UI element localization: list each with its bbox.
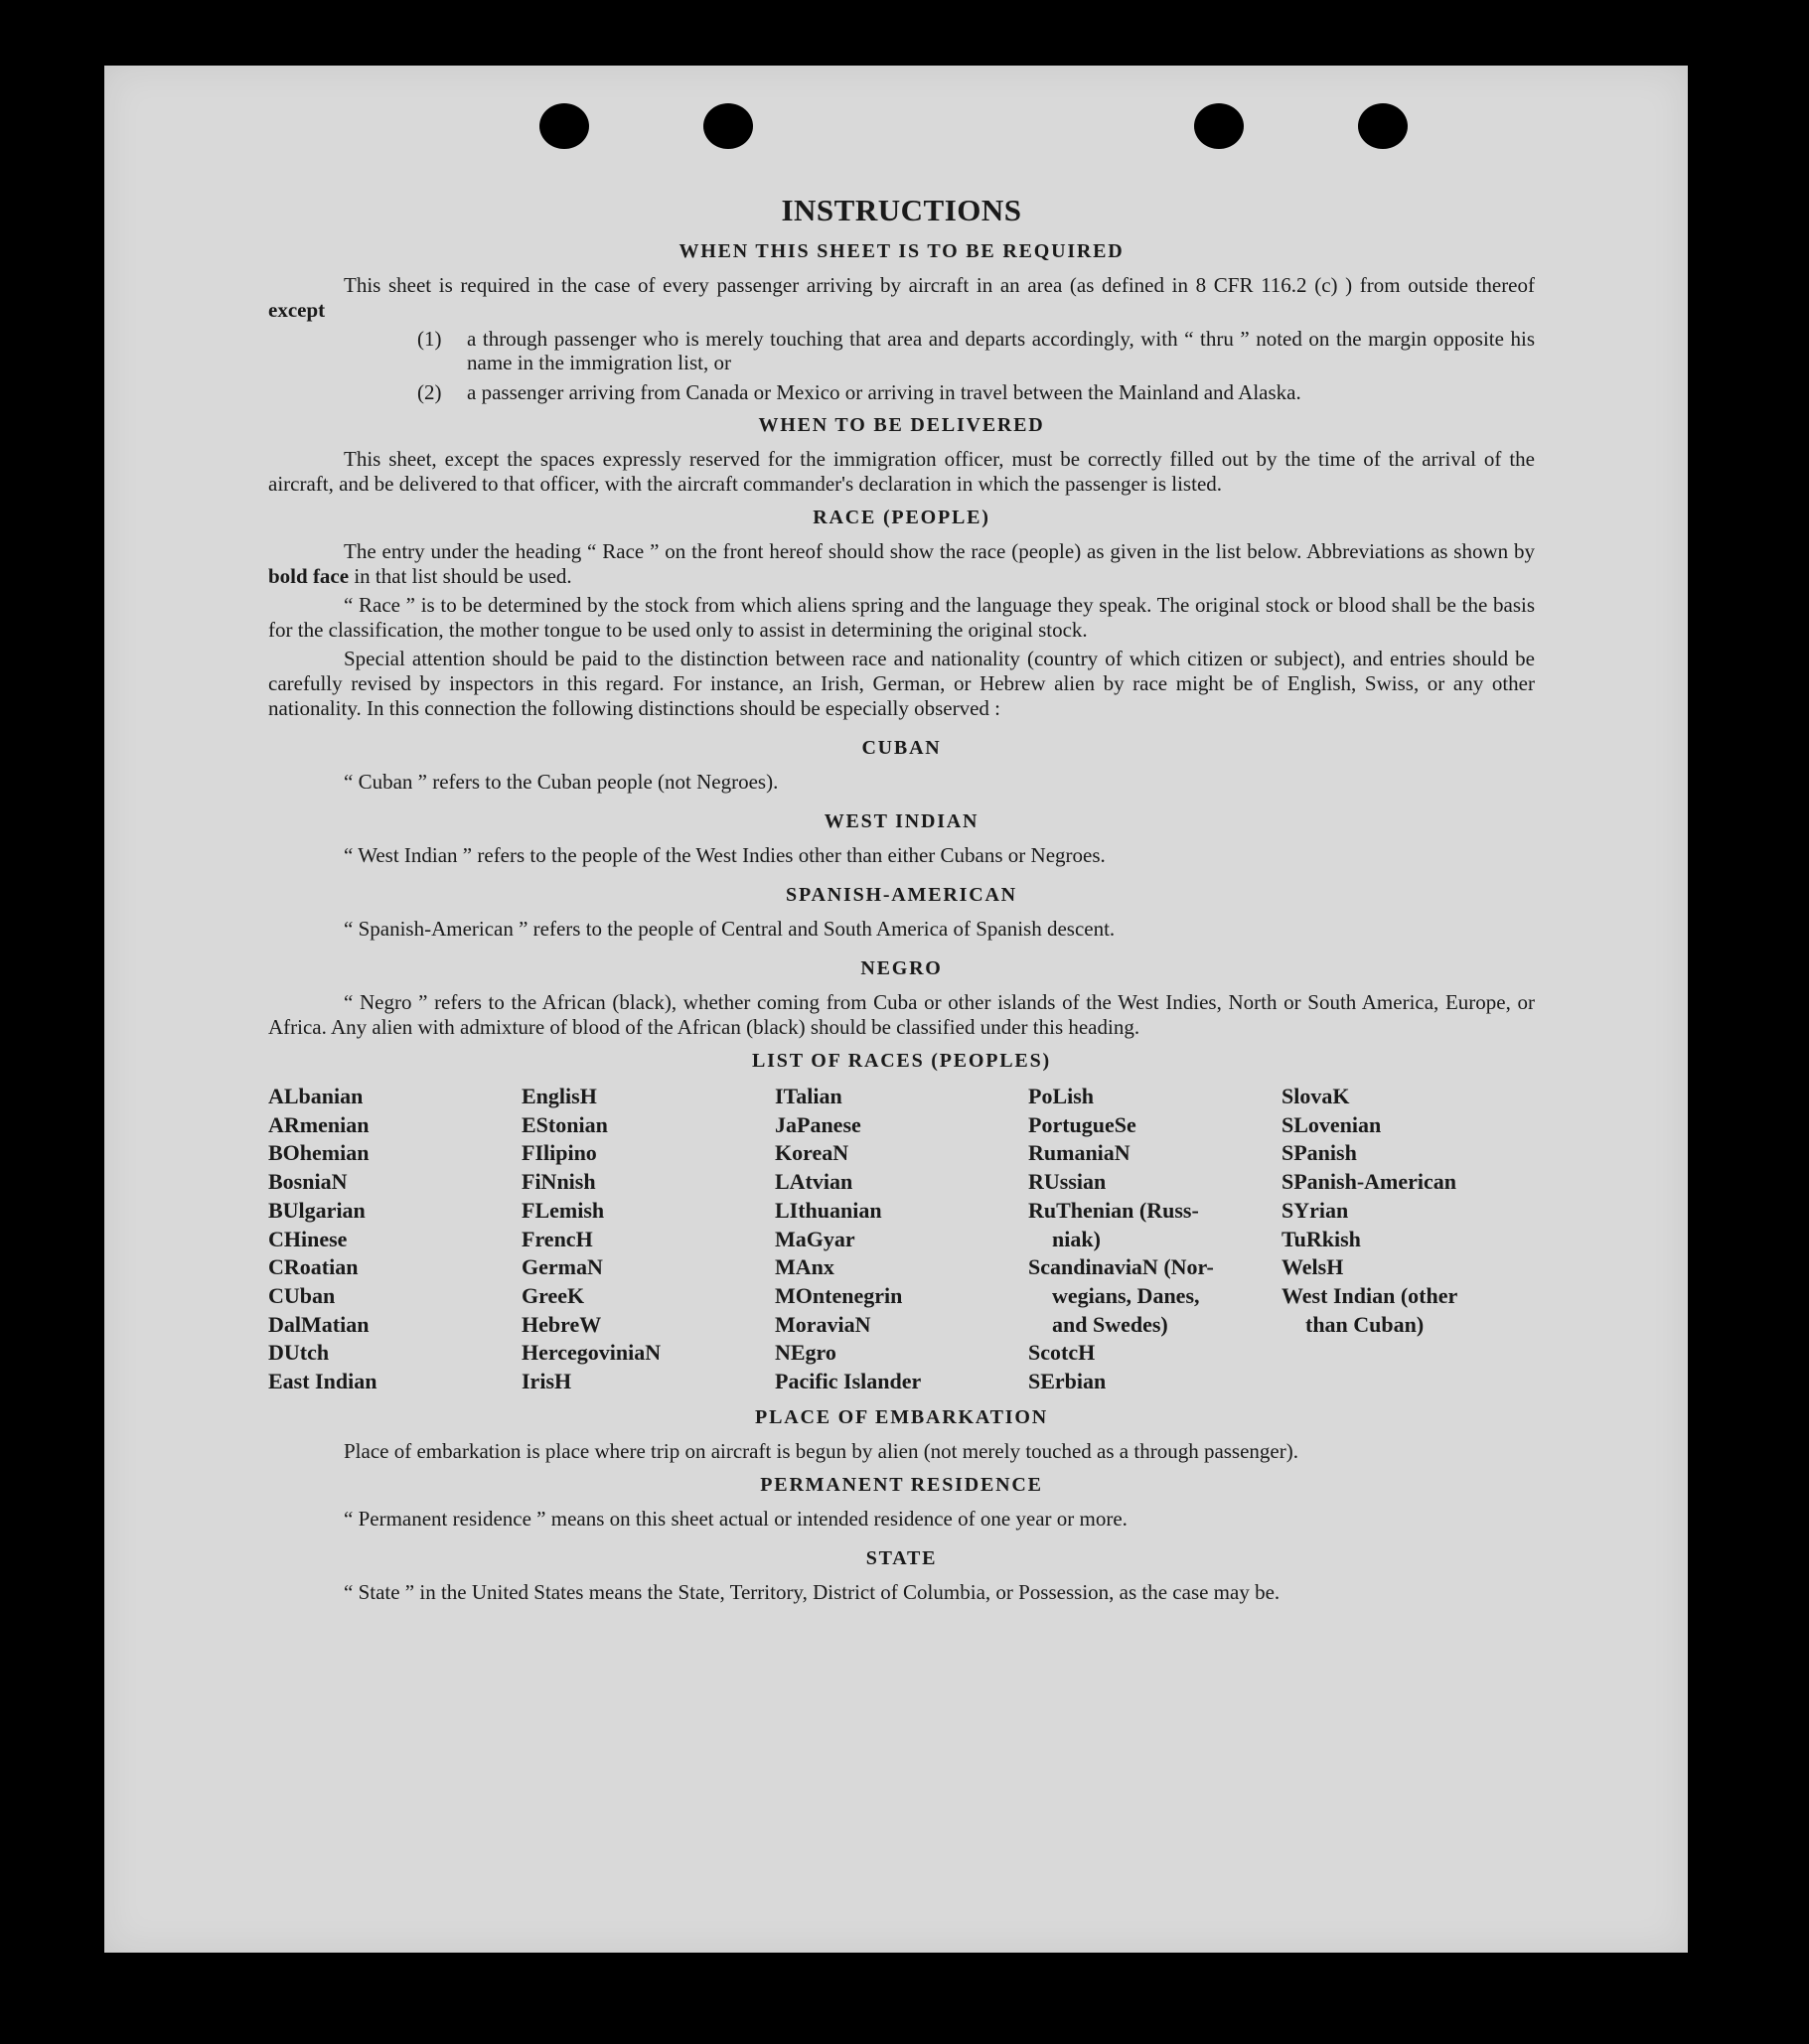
para-when-delivered: This sheet, except the spaces expressly reserved for the immigration officer, must be correctly filled out by the time of the arrival of the aircraft, and be delivered to that officer, with the aircraft commander's declaration in which the passenger is listed.: [268, 447, 1535, 496]
race-entry: ARmenian: [268, 1111, 370, 1137]
race-entry: SYrian: [1281, 1197, 1349, 1223]
race-entry: BosniaN: [268, 1169, 348, 1195]
races-column: [268, 1083, 522, 1396]
race-entry: KoreaN: [775, 1140, 849, 1166]
heading-embarkation: PLACE OF EMBARKATION: [755, 1405, 1048, 1428]
race-entry: TuRkish: [1281, 1226, 1361, 1251]
race-entry: ALbanian: [268, 1084, 364, 1108]
race-entry: IrisH: [522, 1369, 572, 1394]
race-entry: SPanish-American: [1281, 1169, 1456, 1195]
punch-hole: [539, 103, 589, 149]
race-entry: SPanish: [1281, 1140, 1357, 1166]
race-entry: Pacific Islander: [775, 1369, 922, 1394]
race-entry: PortugueSe: [1028, 1111, 1136, 1137]
heading-west-indian: WEST INDIAN: [824, 810, 980, 832]
race-entry: East Indian: [268, 1369, 377, 1394]
para-embarkation: Place of embarkation is place where trip on aircraft is begun by alien (not merely touched as a through passenger).: [344, 1438, 1298, 1463]
race-entry: DalMatian: [268, 1311, 370, 1337]
para-text: The entry under the heading “ Race ” on the front hereof should show the race (people) as given in the list below. Abbreviations as shown by: [344, 539, 1535, 563]
race-entry: MoraviaN: [775, 1311, 871, 1337]
race-entry: FiNnish: [522, 1169, 596, 1195]
para-when-required: [268, 273, 1535, 323]
race-entry: HebreW: [522, 1311, 602, 1337]
item-number: (1): [417, 327, 442, 351]
para-cuban: “ Cuban ” refers to the Cuban people (not Negroes).: [344, 770, 779, 794]
race-entry: ITalian: [775, 1084, 842, 1108]
heading-spanish-american: SPANISH-AMERICAN: [786, 884, 1017, 906]
para-race-2: “ Race ” is to be determined by the stock from which aliens spring and the language they speak. The original stock or blood shall be the basis for the classification, the mother tongue to be used only to assist in determining the original stock.: [268, 593, 1535, 642]
race-entry: SlovaK: [1281, 1084, 1350, 1108]
race-entry: MaGyar: [775, 1226, 855, 1251]
race-entry: GermaN: [522, 1254, 603, 1280]
race-entry: ScandinaviaN (Nor-: [1028, 1254, 1214, 1280]
para-race-1: [268, 539, 1535, 589]
race-entry: MAnx: [775, 1254, 834, 1280]
punch-hole: [1358, 103, 1408, 149]
races-column: [522, 1083, 775, 1396]
para-text: This sheet is required in the case of every passenger arriving by aircraft in an area (as defined in 8 CFR 116.2 (c) ) from outside thereof: [344, 273, 1535, 297]
race-entry: niak): [1052, 1226, 1101, 1251]
race-entry: DUtch: [268, 1340, 330, 1366]
race-entry: RumaniaN: [1028, 1140, 1131, 1166]
para-negro: “ Negro ” refers to the African (black), whether coming from Cuba or other islands of the West Indies, North or South America, Europe, or Africa. Any alien with admixture of blood of the African (black) should be classified under this heading.: [268, 990, 1535, 1039]
para-text: in that list should be used.: [354, 564, 572, 588]
race-entry: NEgro: [775, 1340, 836, 1366]
page-title: INSTRUCTIONS: [781, 193, 1022, 227]
race-entry: and Swedes): [1052, 1311, 1168, 1337]
list-item: [268, 327, 1535, 374]
race-entry: JaPanese: [775, 1111, 861, 1137]
item-text: a through passenger who is merely touching that area and departs accordingly, with “ thru ” noted on the margin opposite his name in the immigration list, or: [467, 327, 1535, 374]
race-entry: than Cuban): [1305, 1311, 1425, 1337]
race-entry: EStonian: [522, 1111, 608, 1137]
race-entry: LAtvian: [775, 1169, 853, 1195]
heading-cuban: CUBAN: [861, 737, 942, 759]
heading-when-delivered: WHEN TO BE DELIVERED: [758, 414, 1045, 436]
races-column: [1281, 1083, 1535, 1396]
race-entry: CRoatian: [268, 1254, 359, 1280]
race-entry: PoLish: [1028, 1084, 1095, 1108]
race-entry: wegians, Danes,: [1052, 1282, 1200, 1308]
race-entry: SLovenian: [1281, 1111, 1382, 1137]
item-text: a passenger arriving from Canada or Mexico or arriving in travel between the Mainland and Alaska.: [467, 380, 1301, 404]
para-residence: “ Permanent residence ” means on this sheet actual or intended residence of one year or more.: [344, 1506, 1128, 1531]
list-item: [268, 380, 1535, 404]
race-entry: FLemish: [522, 1197, 605, 1223]
punch-hole: [1194, 103, 1244, 149]
document-sheet: [104, 66, 1688, 1953]
race-entry: GreeK: [522, 1282, 585, 1308]
heading-residence: PERMANENT RESIDENCE: [760, 1473, 1043, 1496]
para-bold: bold face: [268, 564, 350, 588]
para-bold: except: [268, 298, 326, 322]
punch-hole: [703, 103, 753, 149]
heading-list-of-races: LIST OF RACES (PEOPLES): [752, 1050, 1051, 1072]
instructions-content: [268, 193, 1535, 1609]
race-entry: West Indian (other: [1281, 1282, 1458, 1308]
heading-when-required: WHEN THIS SHEET IS TO BE REQUIRED: [678, 240, 1125, 262]
race-entry: ScotcH: [1028, 1340, 1096, 1366]
races-column: [1028, 1083, 1281, 1396]
race-entry: BUlgarian: [268, 1197, 366, 1223]
heading-state: STATE: [865, 1546, 938, 1569]
para-race-3: Special attention should be paid to the distinction between race and nationality (country of which citizen or subject), and entries should be carefully revised by inspectors in this regard. For instance, an Irish, German, or Hebrew alien by race might be of English, Swiss, or any other nationality. In this connection the following distinctions should be especially observed :: [268, 647, 1535, 720]
race-entry: WelsH: [1281, 1254, 1344, 1280]
heading-negro: NEGRO: [860, 957, 943, 979]
race-entry: EnglisH: [522, 1084, 597, 1108]
para-spanish-american: “ Spanish-American ” refers to the people of Central and South America of Spanish descent.: [344, 917, 1116, 941]
race-entry: FrencH: [522, 1226, 593, 1251]
item-number: (2): [417, 380, 442, 404]
race-entry: RuThenian (Russ-: [1028, 1197, 1199, 1223]
races-column: [775, 1083, 1028, 1396]
race-entry: CUban: [268, 1282, 336, 1308]
race-entry: RUssian: [1028, 1169, 1107, 1195]
para-west-indian: “ West Indian ” refers to the people of the West Indies other than either Cubans or Negroes.: [344, 843, 1106, 867]
race-entry: SErbian: [1028, 1369, 1107, 1394]
race-entry: BOhemian: [268, 1140, 370, 1166]
race-entry: LIthuanian: [775, 1197, 882, 1223]
heading-race: RACE (PEOPLE): [813, 507, 990, 528]
race-entry: CHinese: [268, 1226, 348, 1251]
race-entry: MOntenegrin: [775, 1282, 903, 1308]
races-list: [268, 1083, 1535, 1396]
race-entry: HercegoviniaN: [522, 1340, 662, 1366]
race-entry: FIlipino: [522, 1140, 597, 1166]
para-state: “ State ” in the United States means the State, Territory, District of Columbia, or Possession, as the case may be.: [344, 1579, 1281, 1604]
